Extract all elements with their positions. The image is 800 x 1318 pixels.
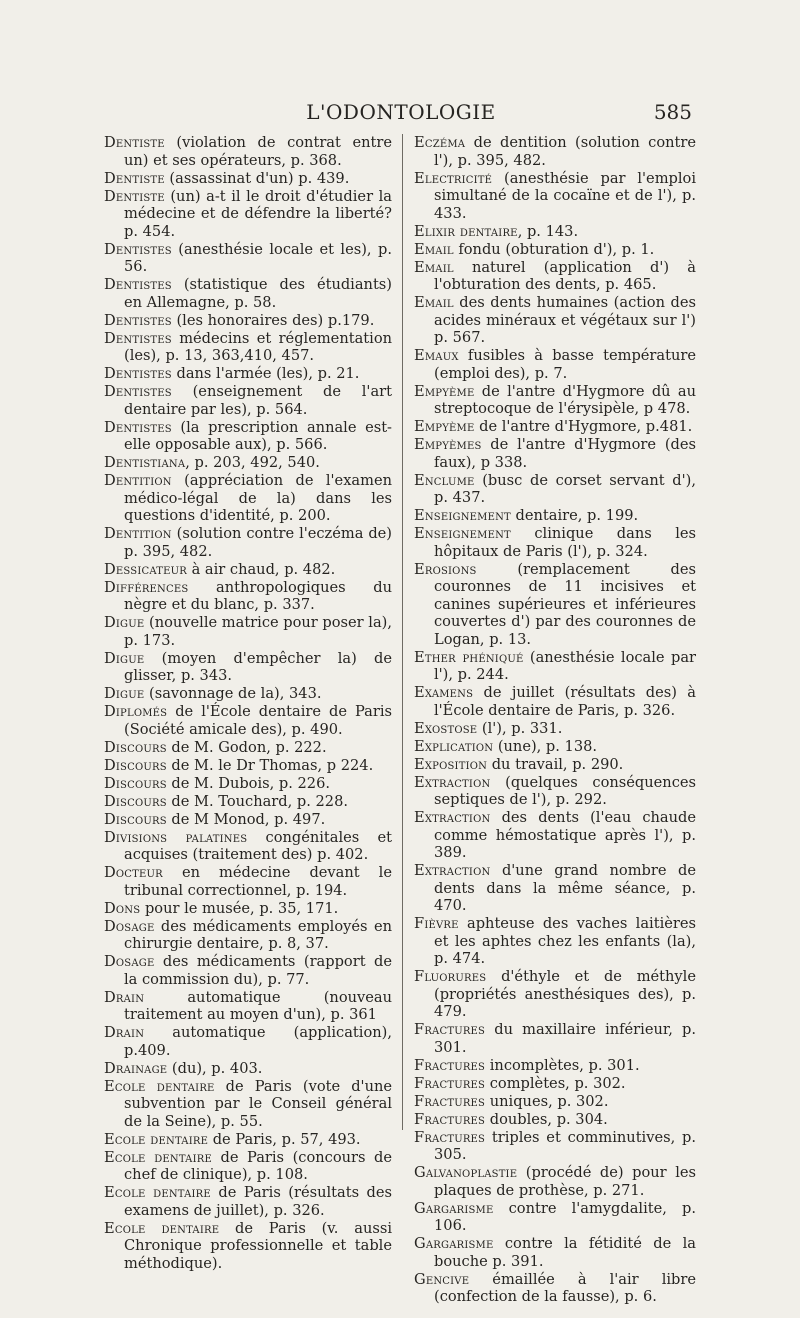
index-entry <box>104 685 392 703</box>
index-entry <box>414 684 696 719</box>
entry-headword: Gargarisme <box>414 1199 494 1217</box>
entry-text: (anesthésie par l'emploi simultané de la cocaïne et de l'), p. 433. <box>434 169 696 222</box>
entry-text: (quelques conséquences septiques de l'), p. 292. <box>434 773 696 808</box>
entry-headword: Examens <box>414 684 474 701</box>
index-entry <box>104 1024 392 1059</box>
index-entry <box>104 170 392 188</box>
entry-headword: Empyème <box>414 382 475 400</box>
index-entry <box>414 774 696 809</box>
index-entry <box>414 756 696 774</box>
index-entry <box>104 312 392 330</box>
index-entry <box>104 525 392 560</box>
entry-headword: Fractures <box>414 1056 486 1074</box>
entry-text: de M. le Dr Thomas, p 224. <box>166 756 374 774</box>
index-entry <box>414 1164 696 1199</box>
entry-headword: Discours <box>104 792 167 810</box>
entry-text: de M. Godon, p. 222. <box>166 738 327 756</box>
entry-text: émaillée à l'air libre (confection de la fausse), p. 6. <box>434 1270 696 1305</box>
index-entry <box>104 900 392 918</box>
index-entry <box>104 1220 392 1273</box>
entry-headword: Fractures <box>414 1128 486 1146</box>
entry-text: à air chaud, p. 482. <box>186 560 336 578</box>
entry-text: (anesthésie locale par l'), p. 244. <box>434 648 696 683</box>
entry-text: automatique (application), p.409. <box>124 1024 392 1059</box>
index-entry <box>104 134 392 169</box>
entry-text: fondu (obturation d'), p. 1. <box>453 240 655 258</box>
index-entry <box>104 419 392 454</box>
index-entry <box>104 953 392 988</box>
entry-text: , p. 203, 492, 540. <box>185 454 320 471</box>
entry-headword: Elixir dentaire <box>414 222 518 240</box>
entry-headword: Gencive <box>414 1270 470 1288</box>
index-entry <box>414 1235 696 1270</box>
entry-text: (la prescription annale est-elle opposable aux), p. 566. <box>124 418 392 453</box>
entry-text: (solution contre l'eczéma de) p. 395, 482. <box>124 525 392 560</box>
entry-headword: Digue <box>104 649 145 667</box>
entry-headword: Digue <box>104 685 145 702</box>
entry-headword: Ether phéniqué <box>414 648 524 666</box>
entry-headword: Dentition <box>104 472 172 489</box>
entry-headword: Dosage <box>104 953 155 970</box>
entry-text: de l'antre d'Hygmore (des faux), p 338. <box>434 436 696 471</box>
entry-headword: Discours <box>104 738 167 756</box>
entry-headword: Dentistes <box>104 329 172 347</box>
entry-headword: Fractures <box>414 1021 486 1038</box>
entry-text: (moyen d'empêcher la) de glisser, p. 343. <box>124 649 392 684</box>
index-entry <box>104 383 392 418</box>
index-entry <box>414 1075 696 1093</box>
entry-text: doubles, p. 304. <box>485 1110 608 1128</box>
index-entry <box>414 738 696 756</box>
entry-headword: Ecole dentaire <box>104 1184 211 1201</box>
index-entry <box>104 829 392 864</box>
entry-text: de l'antre d'Hygmore, p.481. <box>474 418 693 435</box>
entry-headword: Dentistes <box>104 311 172 329</box>
index-column-right <box>414 134 696 1306</box>
index-entry <box>414 241 696 259</box>
entry-headword: Email <box>414 240 454 258</box>
entry-text: dentaire, p. 199. <box>510 507 639 524</box>
index-entry <box>414 525 696 560</box>
entry-headword: Erosions <box>414 560 477 578</box>
entry-headword: Digue <box>104 614 145 631</box>
entry-headword: Ecole dentaire <box>104 1130 209 1148</box>
index-entry <box>414 1271 696 1306</box>
entry-text: du maxillaire inférieur, p. 301. <box>434 1021 696 1056</box>
entry-headword: Dentistes <box>104 276 172 293</box>
index-entry <box>104 650 392 685</box>
entry-headword: Discours <box>104 774 167 792</box>
entry-text: contre l'amygdalite, p. 106. <box>434 1199 696 1234</box>
index-entry <box>414 294 696 347</box>
entry-text: anthropologiques du nègre et du blanc, p. 337. <box>124 578 392 613</box>
entry-text: de M. Dubois, p. 226. <box>166 774 331 792</box>
entry-headword: Extraction <box>414 862 491 879</box>
entry-text: de Paris (concours de chef de clinique), p. 108. <box>124 1148 392 1183</box>
entry-text: (violation de contrat entre un) et ses opérateurs, p. 368. <box>124 134 392 169</box>
entry-headword: Diplomés <box>104 703 168 720</box>
index-entry <box>414 1057 696 1075</box>
entry-text: de M. Touchard, p. 228. <box>166 792 349 810</box>
entry-headword: Dentistes <box>104 418 172 436</box>
index-entry <box>414 1093 696 1111</box>
entry-text: de l'antre d'Hygmore dû au streptocoque de l'érysipèle, p 478. <box>434 382 696 417</box>
entry-text: des médicaments (rapport de la commission du), p. 77. <box>124 953 392 988</box>
entry-text: (anesthésie locale et les), p. 56. <box>124 240 392 275</box>
entry-headword: Email <box>414 294 454 311</box>
entry-text: contre la fétidité de la bouche p. 391. <box>434 1235 696 1270</box>
entry-headword: Dentition <box>104 525 172 542</box>
entry-text: incomplètes, p. 301. <box>485 1056 640 1074</box>
index-entry <box>414 1200 696 1235</box>
entry-headword: Dentistes <box>104 383 172 400</box>
entry-text: (statistique des étudiants) en Allemagne, p. 58. <box>124 276 392 311</box>
entry-text: dans l'armée (les), p. 21. <box>171 365 360 382</box>
index-column-left <box>104 134 392 1273</box>
entry-headword: Explication <box>414 737 494 755</box>
index-entry <box>414 347 696 382</box>
journal-title: L'ODONTOLOGIE <box>306 100 496 124</box>
entry-text: du travail, p. 290. <box>487 755 624 773</box>
index-entry <box>414 472 696 507</box>
entry-headword: Discours <box>104 810 167 828</box>
entry-headword: Dentiste <box>104 134 165 151</box>
entry-headword: Fièvre <box>414 915 459 932</box>
entry-text: de Paris (résultats des examens de juillet), p. 326. <box>124 1184 392 1219</box>
index-entry <box>104 775 392 793</box>
entry-headword: Emaux <box>414 347 459 364</box>
entry-headword: Enseignement <box>414 507 511 524</box>
index-entry <box>414 170 696 223</box>
entry-text: d'une grand nombre de dents dans la même séance, p. 470. <box>434 862 696 914</box>
entry-text: (nouvelle matrice pour poser la), p. 173. <box>124 614 392 649</box>
entry-text: de Paris (vote d'une subvention par le Conseil général de la Seine), p. 55. <box>124 1077 393 1130</box>
entry-headword: Dentistes <box>104 365 172 382</box>
entry-text: de Paris (v. aussi Chronique professionnelle et table méthodique). <box>124 1219 392 1272</box>
entry-text: de l'École dentaire de Paris (Société amicale des), p. 490. <box>124 703 392 738</box>
entry-text: complètes, p. 302. <box>485 1074 626 1092</box>
entry-headword: Exposition <box>414 755 488 773</box>
running-header <box>110 98 692 128</box>
index-entry <box>414 418 696 436</box>
index-entry <box>104 864 392 899</box>
entry-headword: Dentistiana <box>104 454 186 471</box>
entry-text: (busc de corset servant d'), p. 437. <box>434 471 696 506</box>
entry-text: , p. 143. <box>517 222 579 240</box>
entry-text: de Paris, p. 57, 493. <box>208 1130 361 1148</box>
entry-headword: Dosage <box>104 917 155 935</box>
entry-text: uniques, p. 302. <box>485 1092 609 1110</box>
index-entry <box>104 739 392 757</box>
entry-headword: Dentiste <box>104 187 165 205</box>
index-entry <box>414 507 696 525</box>
entry-headword: Dentiste <box>104 169 165 187</box>
index-entry <box>414 259 696 294</box>
index-entry <box>104 757 392 775</box>
index-entry <box>104 276 392 311</box>
entry-headword: Ecole dentaire <box>104 1148 212 1166</box>
entry-text: congénitales et acquises (traitement des) p. 402. <box>124 828 392 863</box>
entry-text: des médicaments employés en chirurgie dentaire, p. 8, 37. <box>124 917 392 952</box>
index-entry <box>414 968 696 1021</box>
index-entry <box>104 1149 392 1184</box>
entry-text: des dents (l'eau chaude comme hémostatique après l'), p. 389. <box>434 809 696 861</box>
index-entry <box>414 915 696 968</box>
entry-text: des dents humaines (action des acides minéraux et végétaux sur l') p. 567. <box>434 294 696 346</box>
entry-text: en médecine devant le tribunal correctionnel, p. 194. <box>124 864 392 899</box>
entry-text: aphteuse des vaches laitières et les aphtes chez les enfants (la), p. 474. <box>434 915 696 967</box>
entry-headword: Galvanoplastie <box>414 1164 518 1181</box>
entry-headword: Extraction <box>414 809 491 826</box>
entry-headword: Enclume <box>414 471 475 489</box>
index-entry <box>414 561 696 649</box>
index-entry <box>414 1021 696 1056</box>
entry-headword: Gargarisme <box>414 1235 494 1252</box>
index-entry <box>104 579 392 614</box>
index-entry <box>104 454 392 472</box>
index-entry <box>104 614 392 649</box>
index-entry <box>104 472 392 525</box>
index-entry <box>104 989 392 1024</box>
index-entry <box>104 241 392 276</box>
index-entry <box>414 720 696 738</box>
entry-headword: Divisions palatines <box>104 828 248 846</box>
entry-text: clinique dans les hôpitaux de Paris (l'), p. 324. <box>434 525 696 560</box>
entry-headword: Extraction <box>414 773 491 791</box>
entry-headword: Ecole dentaire <box>104 1077 215 1095</box>
index-entry <box>104 1078 392 1131</box>
entry-headword: Dessicateur <box>104 560 187 578</box>
index-entry <box>414 223 696 241</box>
entry-text: pour le musée, p. 35, 171. <box>140 899 339 917</box>
entry-text: (un) a-t il le droit d'étudier la médecine et de défendre la liberté? p. 454. <box>124 187 392 240</box>
index-entry <box>414 134 696 169</box>
entry-headword: Drain <box>104 1024 145 1041</box>
entry-text: d'éthyle et de méthyle (propriétés anesthésiques des), p. 479. <box>434 968 696 1020</box>
entry-text: de juillet (résultats des) à l'École dentaire de Paris, p. 326. <box>434 684 696 719</box>
index-entry <box>104 811 392 829</box>
index-entry <box>104 1131 392 1149</box>
entry-headword: Eczéma <box>414 134 466 151</box>
entry-headword: Fractures <box>414 1074 486 1092</box>
entry-headword: Ecole dentaire <box>104 1219 220 1237</box>
entry-headword: Drainage <box>104 1059 168 1077</box>
index-entry <box>104 330 392 365</box>
entry-headword: Empyèmes <box>414 436 482 453</box>
entry-text: automatique (nouveau traitement au moyen d'un), p. 361 <box>124 988 392 1023</box>
entry-headword: Dentistes <box>104 240 172 258</box>
entry-headword: Discours <box>104 756 167 774</box>
entry-text: (l'), p. 331. <box>477 719 563 737</box>
entry-text: (enseignement de l'art dentaire par les), p. 564. <box>124 383 392 418</box>
page-number: 585 <box>653 100 692 124</box>
index-entry <box>414 649 696 684</box>
entry-text: (remplacement des couronnes de 11 incisives et canines supérieures et inférieures couvertes d') par des couronnes de Logan, p. 13. <box>434 560 696 648</box>
entry-headword: Exostose <box>414 719 478 737</box>
index-entry <box>104 1184 392 1219</box>
index-entry <box>414 436 696 471</box>
index-entry <box>414 383 696 418</box>
entry-text: de dentition (solution contre l'), p. 395, 482. <box>434 134 696 169</box>
entry-headword: Empyème <box>414 418 475 435</box>
entry-headword: Fluorures <box>414 968 487 985</box>
entry-text: triples et comminutives, p. 305. <box>434 1128 696 1163</box>
entry-text: (assassinat d'un) p. 439. <box>164 169 350 187</box>
index-entry <box>414 809 696 862</box>
entry-headword: Dons <box>104 899 141 917</box>
index-entry <box>104 561 392 579</box>
entry-text: naturel (application d') à l'obturation des dents, p. 465. <box>434 258 696 293</box>
entry-headword: Fractures <box>414 1110 486 1128</box>
entry-headword: Drain <box>104 988 145 1006</box>
entry-text: (procédé de) pour les plaques de prothèse, p. 271. <box>434 1164 696 1199</box>
entry-headword: Email <box>414 258 454 276</box>
entry-headword: Enseignement <box>414 525 511 542</box>
entry-text: (du), p. 403. <box>167 1059 263 1077</box>
entry-text: (une), p. 138. <box>493 737 598 755</box>
entry-text: (les honoraires des) p.179. <box>171 311 375 329</box>
entry-text: (savonnage de la), 343. <box>144 685 322 702</box>
entry-headword: Electricité <box>414 169 493 187</box>
index-entry <box>104 365 392 383</box>
entry-headword: Différences <box>104 578 189 596</box>
entry-text: fusibles à basse température (emploi des), p. 7. <box>434 347 696 382</box>
index-entry <box>414 1111 696 1129</box>
index-entry <box>104 703 392 738</box>
index-entry <box>104 1060 392 1078</box>
entry-text: de M Monod, p. 497. <box>166 810 326 828</box>
index-entry <box>104 918 392 953</box>
index-entry <box>414 862 696 915</box>
index-entry <box>104 793 392 811</box>
entry-headword: Docteur <box>104 864 163 881</box>
entry-text: (appréciation de l'examen médico-légal de la) dans les questions d'identité, p. 200. <box>124 472 392 524</box>
index-entry <box>414 1129 696 1164</box>
entry-headword: Fractures <box>414 1092 486 1110</box>
entry-text: médecins et réglementation (les), p. 13, 363,410, 457. <box>124 329 392 364</box>
index-entry <box>104 188 392 241</box>
column-divider <box>402 134 403 1130</box>
